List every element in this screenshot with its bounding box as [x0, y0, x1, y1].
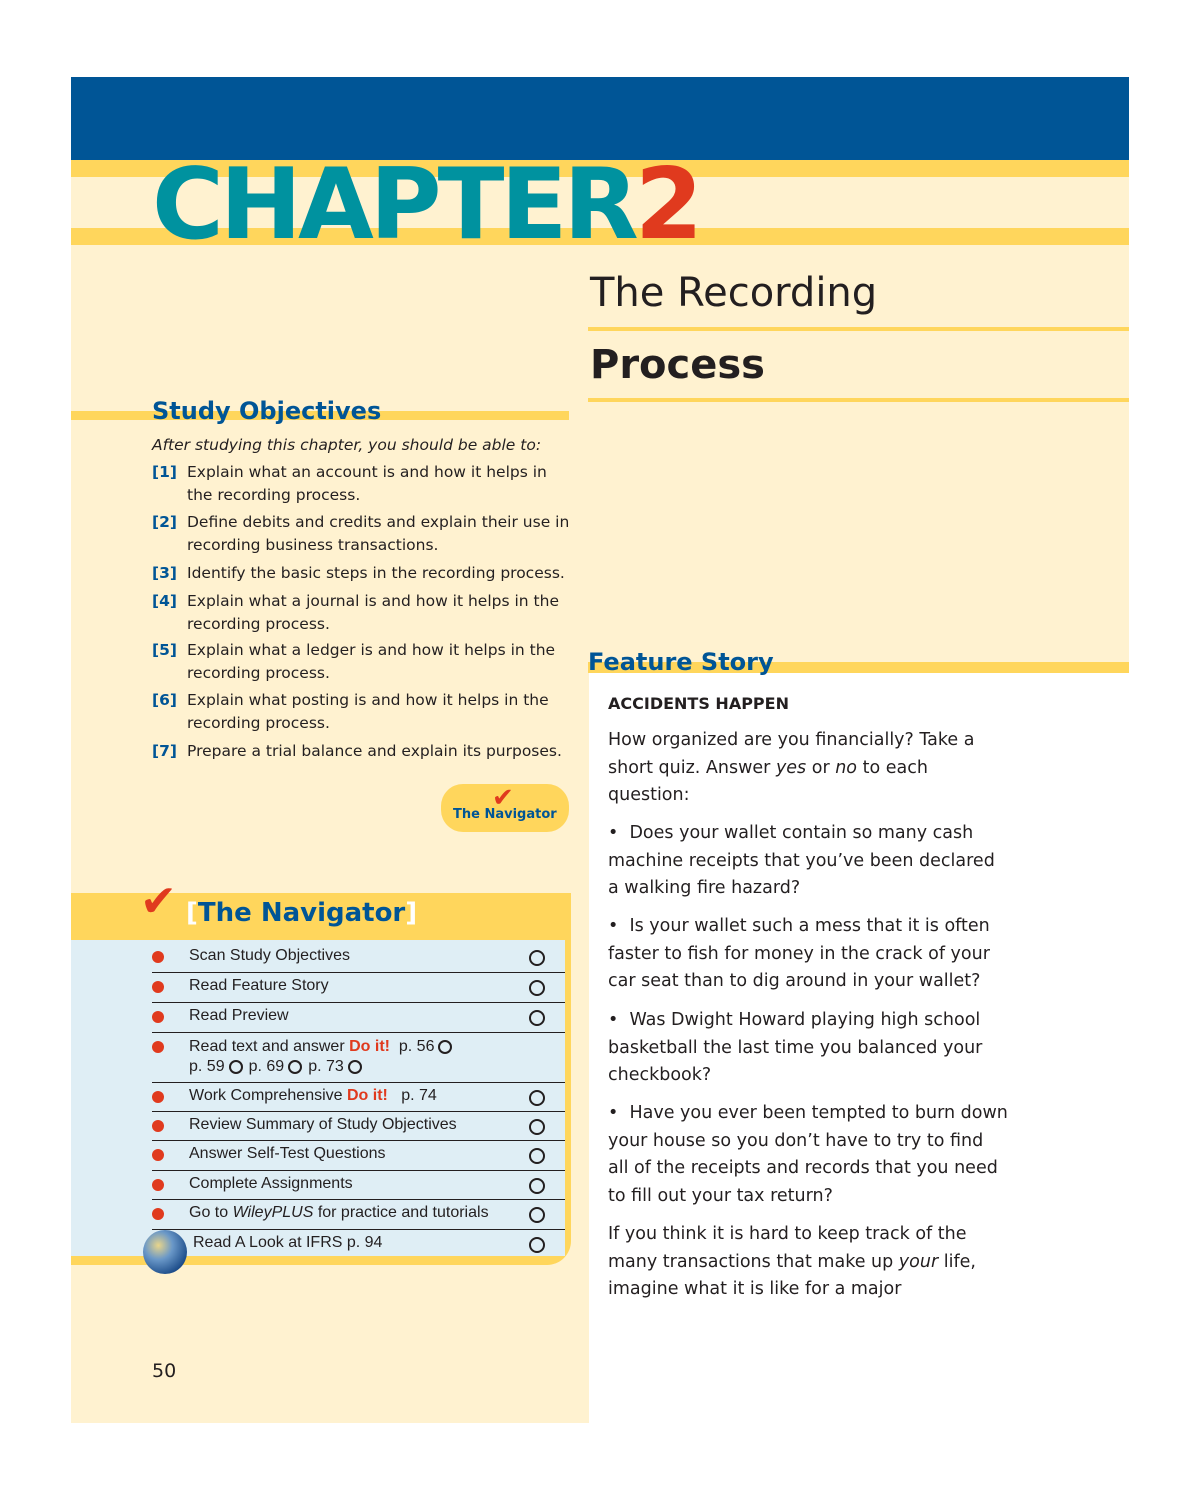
objective-item [152, 511, 572, 557]
checkbox-circle-icon[interactable] [348, 1060, 362, 1074]
study-objectives-intro: After studying this chapter, you should be able to: [152, 436, 542, 454]
navigator-item-label: Go to WileyPLUS for practice and tutorials [189, 1204, 489, 1221]
feature-story-bullet: • Is your wallet such a mess that it is often faster to fish for money in the crack of your car seat than to dig around in your wallet? [608, 916, 990, 991]
bullet-icon [152, 1179, 164, 1191]
navigator-item-label: Read Preview [189, 1007, 289, 1024]
navigator-title: [The Navigator] [186, 898, 418, 928]
navigator-item-label: Read Feature Story [189, 977, 329, 994]
checkmark-icon: ✔ [492, 783, 514, 813]
checkmark-icon: ✔ [140, 876, 177, 927]
chapter-number: 2 [634, 148, 700, 262]
navigator-item[interactable] [152, 943, 565, 973]
study-objectives-heading: Study Objectives [152, 397, 382, 425]
navigator-item[interactable] [152, 1112, 565, 1141]
objective-text: Explain what a ledger is and how it helps in the recording process. [187, 641, 556, 682]
navigator-item-label: Scan Study Objectives [189, 947, 350, 964]
navigator-item[interactable] [152, 973, 565, 1003]
navigator-item[interactable] [152, 1141, 565, 1171]
checkbox-circle-icon[interactable] [229, 1060, 243, 1074]
objective-text: Explain what a journal is and how it helps in the recording process. [187, 592, 559, 633]
bullet-icon [152, 951, 164, 963]
page-number: 50 [152, 1360, 177, 1382]
objective-text: Explain what an account is and how it helps in the recording process. [187, 463, 547, 504]
objective-item [152, 461, 572, 507]
bullet-icon [152, 1041, 164, 1053]
navigator-item-label: Complete Assignments [189, 1175, 353, 1192]
objective-item [152, 639, 572, 685]
checkbox-circle-icon[interactable] [529, 1090, 545, 1106]
feature-story-paragraph: If you think it is hard to keep track of the many transactions that make up your life, imagine what it is like for a major [608, 1224, 976, 1299]
objective-item [152, 562, 572, 585]
navigator-item[interactable] [152, 1003, 565, 1033]
navigator-item-label: Read A Look at IFRS p. 94 [193, 1234, 383, 1251]
globe-icon [143, 1230, 187, 1274]
bullet-icon [152, 981, 164, 993]
objective-number: [5] [152, 641, 177, 659]
chapter-title-line-2: Process [590, 342, 765, 388]
bullet-icon [152, 1120, 164, 1132]
feature-story-kicker: ACCIDENTS HAPPEN [608, 694, 789, 713]
objective-number: [4] [152, 592, 177, 610]
checkbox-circle-icon[interactable] [438, 1040, 452, 1054]
objective-text: Prepare a trial balance and explain its purposes. [187, 742, 562, 760]
navigator-item-label: Work Comprehensive Do it! p. 74 [189, 1087, 437, 1104]
checkbox-circle-icon[interactable] [529, 1148, 545, 1164]
navigator-item-label: Answer Self-Test Questions [189, 1145, 386, 1162]
objective-number: [7] [152, 742, 177, 760]
objective-item [152, 590, 572, 636]
chapter-heading [152, 148, 700, 262]
checkbox-circle-icon[interactable] [529, 1237, 545, 1253]
checkbox-circle-icon[interactable] [529, 1010, 545, 1026]
objective-item [152, 740, 572, 763]
navigator-item-label: Read text and answer Do it! p. 56 p. 59 p. 69 p. 73 [189, 1037, 458, 1077]
title-rule [588, 398, 1129, 402]
objective-text: Define debits and credits and explain their use in recording business transactions. [187, 513, 570, 554]
feature-story-paragraph: How organized are you financially? Take a short quiz. Answer yes or no to each question: [608, 730, 975, 805]
feature-story-bullet: • Does your wallet contain so many cash machine receipts that you’ve been declared a walking fire hazard? [608, 823, 995, 898]
navigator-item-label: Review Summary of Study Objectives [189, 1116, 457, 1133]
bullet-icon [152, 1149, 164, 1161]
checkbox-circle-icon[interactable] [529, 1119, 545, 1135]
navigator-item[interactable] [152, 1171, 565, 1200]
chapter-title-line-1: The Recording [590, 270, 878, 316]
objective-number: [3] [152, 564, 177, 582]
feature-story-heading: Feature Story [588, 648, 774, 676]
navigator-item[interactable] [152, 1033, 565, 1083]
objective-number: [6] [152, 691, 177, 709]
checkbox-circle-icon[interactable] [529, 1178, 545, 1194]
chapter-word: CHAPTER [152, 148, 635, 262]
bullet-icon [152, 1208, 164, 1220]
objective-item [152, 689, 572, 735]
navigator-item[interactable] [152, 1230, 565, 1256]
checkbox-circle-icon[interactable] [529, 950, 545, 966]
bullet-icon [152, 1011, 164, 1023]
objective-number: [1] [152, 463, 177, 481]
feature-story-bullet: • Have you ever been tempted to burn down your house so you don’t have to try to find all of the receipts and records that you need to fill out your tax return? [608, 1103, 1008, 1206]
bullet-icon [152, 1091, 164, 1103]
navigator-item[interactable] [152, 1200, 565, 1230]
feature-story-bullet: • Was Dwight Howard playing high school basketball the last time you balanced your checkbook? [608, 1010, 983, 1085]
navigator-badge-label: The Navigator [453, 807, 557, 822]
title-rule [588, 327, 1129, 331]
checkbox-circle-icon[interactable] [529, 1207, 545, 1223]
checkbox-circle-icon[interactable] [529, 980, 545, 996]
objective-number: [2] [152, 513, 177, 531]
checkbox-circle-icon[interactable] [288, 1060, 302, 1074]
navigator-item[interactable] [152, 1083, 565, 1112]
objective-text: Explain what posting is and how it helps in the recording process. [187, 691, 549, 732]
objective-text: Identify the basic steps in the recording process. [187, 564, 565, 582]
